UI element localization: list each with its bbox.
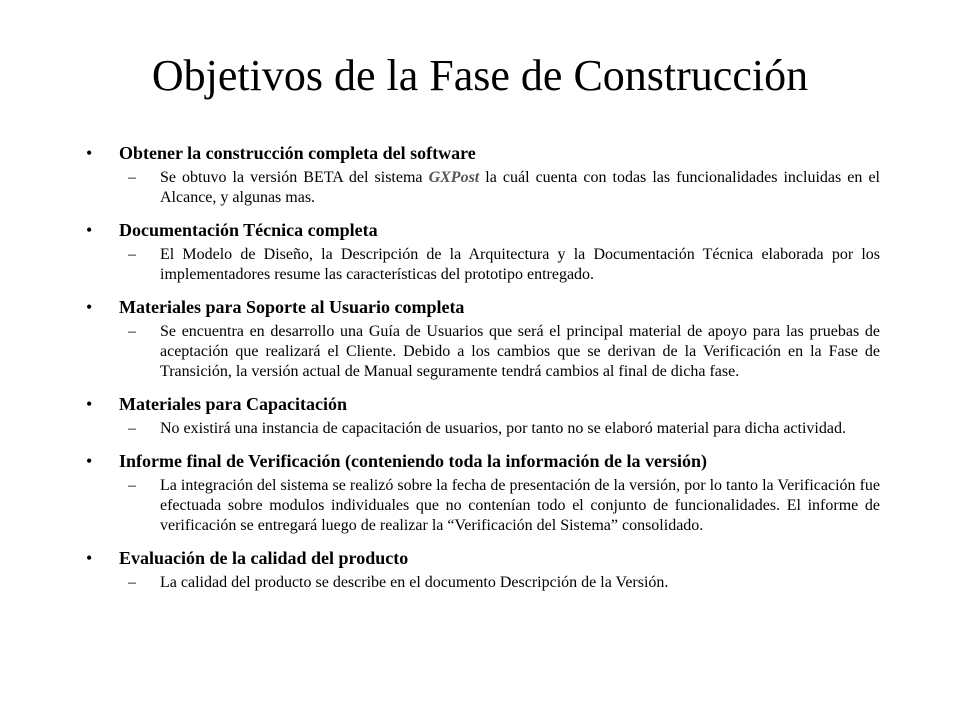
dash-icon: –: [128, 246, 136, 263]
objective-item: [80, 547, 880, 593]
objective-detail-text: La calidad del producto se describe en el documento Descripción de la Versión.: [160, 574, 669, 591]
objectives-list: [80, 142, 880, 604]
objective-heading-text: Informe final de Verificación (conteniendo toda la información de la versión): [119, 451, 707, 471]
objective-heading-text: Materiales para Capacitación: [119, 394, 347, 414]
objective-item: [80, 142, 880, 208]
objective-detail: [80, 322, 880, 382]
objective-detail-text: Se encuentra en desarrollo una Guía de Usuarios que será el principal material de apoyo para las pruebas de aceptación que realizará el Cliente. Debido a los cambios que se derivan de la Verificación en la Fase de Transición, la versión actual de Manual seguramente tendrá cambios al final de dicha fase.: [160, 323, 880, 380]
objective-detail-text: El Modelo de Diseño, la Descripción de la Arquitectura y la Documentación Técnica elaborada por los implementadores resume las características del prototipo entregado.: [160, 246, 880, 283]
dash-icon: –: [128, 420, 136, 437]
objective-detail: [80, 573, 880, 593]
dash-icon: –: [128, 477, 136, 494]
slide-title: Objetivos de la Fase de Construcción: [151, 51, 809, 100]
objective-item: [80, 393, 880, 439]
objective-heading-text: Documentación Técnica completa: [119, 220, 378, 240]
system-name: GXPost: [428, 169, 480, 186]
dash-icon: –: [128, 169, 136, 186]
objective-item: [80, 219, 880, 285]
bullet-icon: •: [86, 548, 93, 568]
objective-detail: [80, 168, 880, 208]
objective-heading-text: Materiales para Soporte al Usuario completa: [119, 297, 465, 317]
objective-item: [80, 450, 880, 536]
bullet-icon: •: [86, 394, 93, 414]
objective-detail-text: Se obtuvo la versión BETA del sistema: [160, 169, 429, 186]
dash-icon: –: [128, 574, 136, 591]
objective-detail-text: No existirá una instancia de capacitación de usuarios, por tanto no se elaboró material para dicha actividad.: [160, 420, 846, 437]
bullet-icon: •: [86, 297, 93, 317]
objective-detail-text: la cuál cuenta con todas las funcionalidades incluidas en el Alcance, y algunas mas.: [160, 169, 880, 206]
objective-detail-text: La integración del sistema se realizó sobre la fecha de presentación de la versión, por lo tanto la Verificación fue efectuada sobre modulos individuales que no contenían todo el conjunto de funcionalidades. El informe de verificación se entregará luego de realizar la “Verificación del Sistema” consolidado.: [160, 477, 880, 534]
objective-item: [80, 296, 880, 382]
objective-detail: [80, 245, 880, 285]
objective-heading-text: Evaluación de la calidad del producto: [119, 548, 409, 568]
objective-heading: [80, 219, 880, 241]
objective-heading: [80, 547, 880, 569]
objective-heading: [80, 450, 880, 472]
bullet-icon: •: [86, 451, 93, 471]
objective-heading: [80, 296, 880, 318]
objective-detail: [80, 476, 880, 536]
bullet-icon: •: [86, 143, 93, 163]
dash-icon: –: [128, 323, 136, 340]
objective-heading-text: Obtener la construcción completa del software: [119, 143, 476, 163]
objective-detail: [80, 419, 880, 439]
objective-heading: [80, 393, 880, 415]
objective-heading: [80, 142, 880, 164]
bullet-icon: •: [86, 220, 93, 240]
